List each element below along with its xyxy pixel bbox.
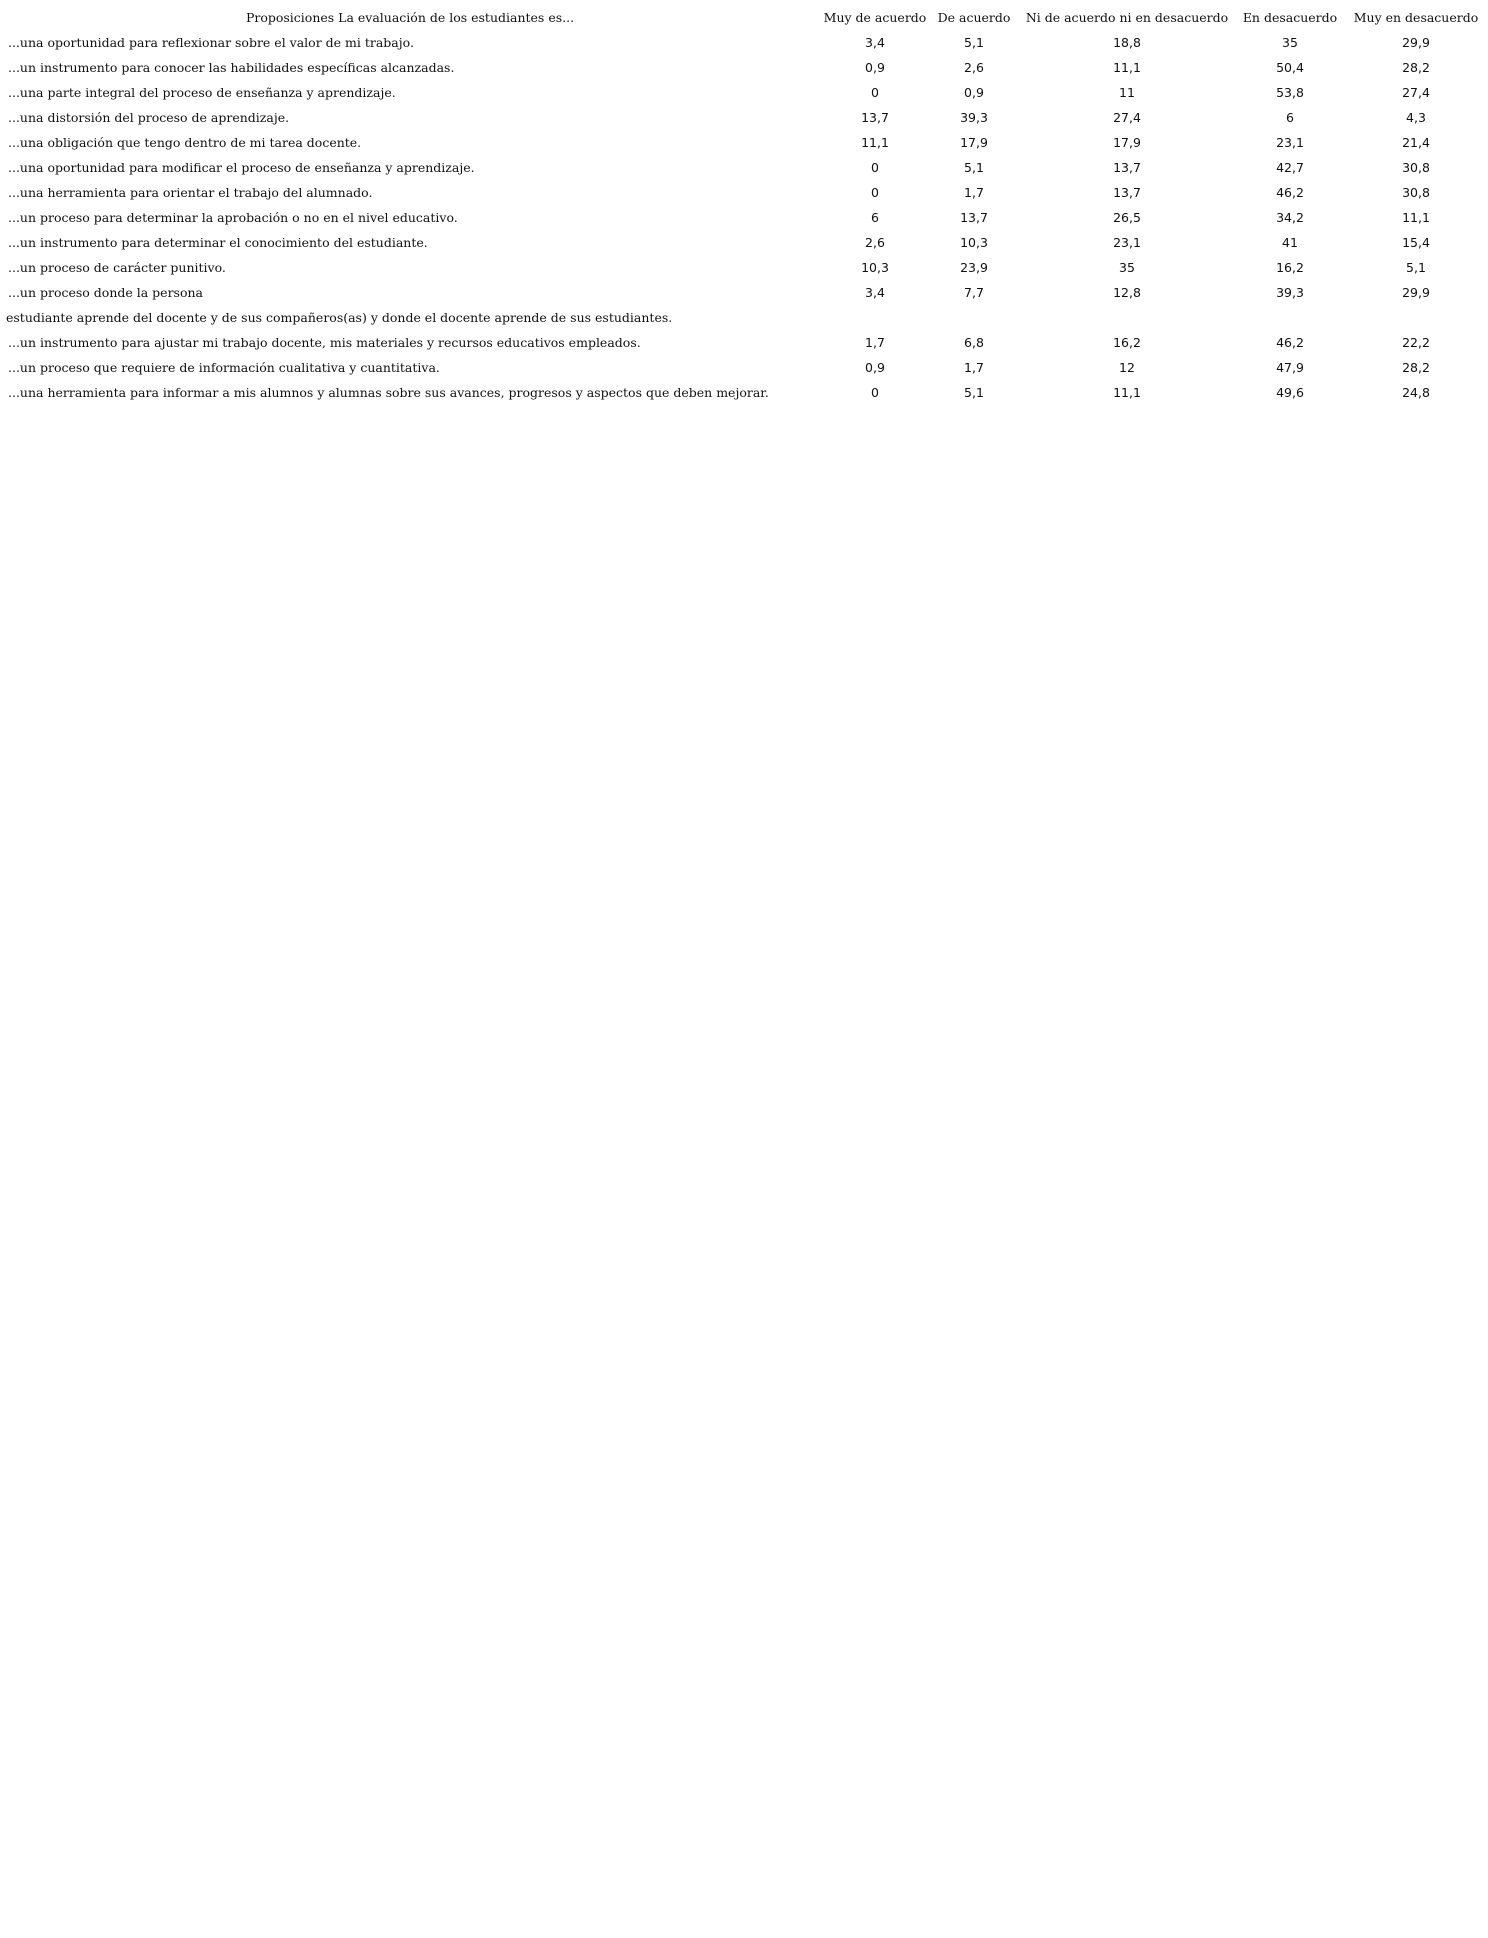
value-cell: 26,5 [1113,210,1141,225]
value-cell: 0 [871,160,879,175]
value-cell: 16,2 [1113,335,1141,350]
table-row [0,230,1488,255]
table-row [0,105,1488,130]
value-cell: 13,7 [1113,185,1141,200]
value-cell: 23,1 [1113,235,1141,250]
proposition-label: ...un proceso que requiere de información cualitativa y cuantitativa. [8,360,440,375]
value-cell: 1,7 [964,185,984,200]
value-cell: 5,1 [964,35,984,50]
value-cell: 7,7 [964,285,984,300]
value-cell: 11,1 [861,135,889,150]
table-row [0,355,1488,380]
value-cell: 47,9 [1276,360,1304,375]
value-cell: 10,3 [960,235,988,250]
value-cell: 17,9 [1113,135,1141,150]
value-cell: 3,4 [865,35,885,50]
value-cell: 0,9 [865,60,885,75]
value-cell: 1,7 [964,360,984,375]
value-cell: 11,1 [1113,385,1141,400]
value-cell: 29,9 [1402,285,1430,300]
value-cell: 17,9 [960,135,988,150]
value-cell: 23,9 [960,260,988,275]
header-ni-de-acuerdo: Ni de acuerdo ni en desacuerdo [1025,10,1229,25]
value-cell: 6,8 [964,335,984,350]
value-cell: 2,6 [964,60,984,75]
proposition-label: ...una parte integral del proceso de enseñanza y aprendizaje. [8,85,396,100]
table-row [0,330,1488,355]
proposition-label-continuation: estudiante aprende del docente y de sus compañeros(as) y donde el docente aprende de sus estudiantes. [6,310,673,325]
value-cell: 22,2 [1402,335,1430,350]
value-cell: 11,1 [1113,60,1141,75]
proposition-label: ...una distorsión del proceso de aprendizaje. [8,110,290,125]
survey-table [0,5,1488,405]
value-cell: 24,8 [1402,385,1430,400]
value-cell: 27,4 [1113,110,1141,125]
proposition-label: ...una obligación que tengo dentro de mi tarea docente. [8,135,362,150]
value-cell: 50,4 [1276,60,1304,75]
value-cell: 35 [1119,260,1135,275]
value-cell: 18,8 [1113,35,1141,50]
value-cell: 6 [1286,110,1294,125]
proposition-label: ...un instrumento para determinar el conocimiento del estudiante. [8,235,428,250]
value-cell: 12,8 [1113,285,1141,300]
table-row [0,80,1488,105]
value-cell: 13,7 [960,210,988,225]
value-cell: 15,4 [1402,235,1430,250]
table-row-continuation [0,305,1488,330]
header-de-acuerdo: De acuerdo [937,10,1011,25]
proposition-label: ...una herramienta para informar a mis alumnos y alumnas sobre sus avances, progresos y aspectos que deben mejorar. [8,385,769,400]
value-cell: 5,1 [1406,260,1426,275]
proposition-label: ...un proceso donde la persona [8,285,204,300]
value-cell: 0,9 [865,360,885,375]
value-cell: 49,6 [1276,385,1304,400]
value-cell: 5,1 [964,385,984,400]
value-cell: 39,3 [960,110,988,125]
value-cell: 0 [871,185,879,200]
value-cell: 5,1 [964,160,984,175]
header-row [0,5,1488,30]
header-proposition: Proposiciones La evaluación de los estudiantes es... [245,10,575,25]
value-cell: 42,7 [1276,160,1304,175]
value-cell: 11,1 [1402,210,1430,225]
proposition-label: ...un instrumento para ajustar mi trabajo docente, mis materiales y recursos educativos empleados. [8,335,641,350]
value-cell: 11 [1119,85,1135,100]
value-cell: 6 [871,210,879,225]
value-cell: 13,7 [1113,160,1141,175]
value-cell: 28,2 [1402,60,1430,75]
value-cell: 12 [1119,360,1135,375]
value-cell: 46,2 [1276,185,1304,200]
proposition-label: ...un proceso para determinar la aprobación o no en el nivel educativo. [8,210,458,225]
value-cell: 0 [871,385,879,400]
value-cell: 23,1 [1276,135,1304,150]
table-row [0,205,1488,230]
header-muy-en-desacuerdo: Muy en desacuerdo [1353,10,1479,25]
value-cell: 28,2 [1402,360,1430,375]
table-row [0,55,1488,80]
value-cell: 39,3 [1276,285,1304,300]
value-cell: 53,8 [1276,85,1304,100]
header-en-desacuerdo: En desacuerdo [1242,10,1338,25]
value-cell: 13,7 [861,110,889,125]
proposition-label: ...una oportunidad para modificar el proceso de enseñanza y aprendizaje. [8,160,475,175]
value-cell: 46,2 [1276,335,1304,350]
value-cell: 29,9 [1402,35,1430,50]
table-row [0,155,1488,180]
value-cell: 16,2 [1276,260,1304,275]
value-cell: 2,6 [865,235,885,250]
table-row [0,380,1488,405]
value-cell: 27,4 [1402,85,1430,100]
value-cell: 30,8 [1402,160,1430,175]
proposition-label: ...una oportunidad para reflexionar sobre el valor de mi trabajo. [8,35,414,50]
table-row [0,280,1488,305]
table-row [0,130,1488,155]
table-row [0,30,1488,55]
value-cell: 10,3 [861,260,889,275]
value-cell: 0 [871,85,879,100]
value-cell: 4,3 [1406,110,1426,125]
value-cell: 1,7 [865,335,885,350]
proposition-label: ...un instrumento para conocer las habilidades específicas alcanzadas. [8,60,455,75]
header-muy-de-acuerdo: Muy de acuerdo [823,10,927,25]
value-cell: 3,4 [865,285,885,300]
value-cell: 34,2 [1276,210,1304,225]
table-row [0,180,1488,205]
value-cell: 35 [1282,35,1298,50]
value-cell: 30,8 [1402,185,1430,200]
value-cell: 0,9 [964,85,984,100]
table-row [0,255,1488,280]
value-cell: 21,4 [1402,135,1430,150]
proposition-label: ...un proceso de carácter punitivo. [8,260,226,275]
proposition-label: ...una herramienta para orientar el trabajo del alumnado. [8,185,373,200]
value-cell: 41 [1282,235,1298,250]
